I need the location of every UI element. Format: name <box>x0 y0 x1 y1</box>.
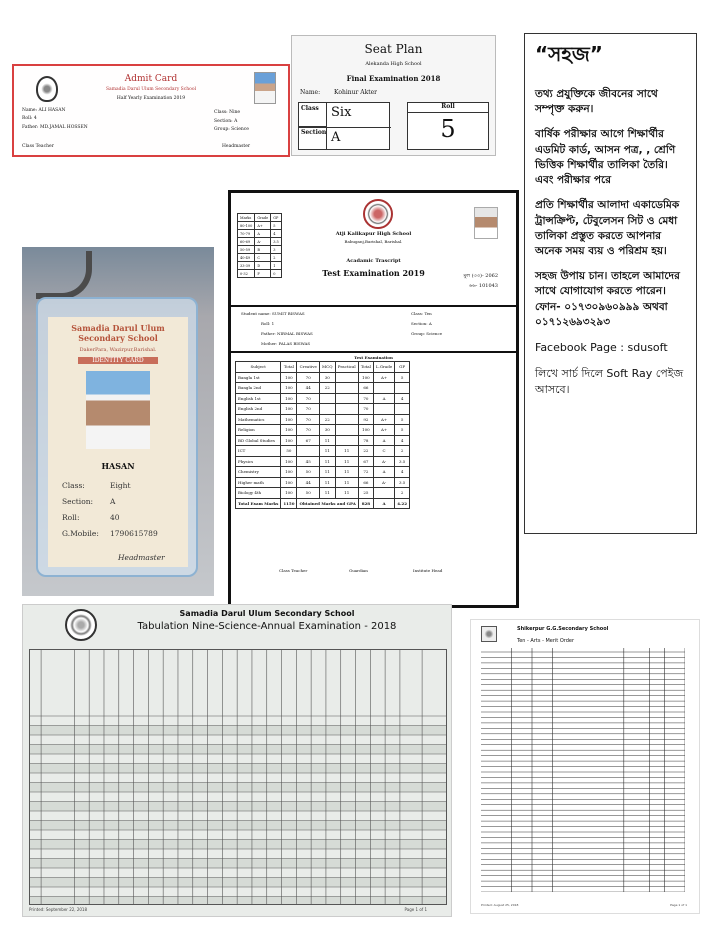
admit-section: Section: A <box>214 119 238 124</box>
transcript-class: Class: Ten <box>411 311 432 316</box>
grid-band <box>30 745 447 755</box>
seat-plan-roll-box <box>407 102 489 150</box>
tabulation-school: Samadia Darul Ulum Secondary School <box>179 609 355 618</box>
admit-group: Group: Science <box>214 127 249 132</box>
student-photo <box>254 72 276 104</box>
result-cell: Mathematics <box>236 414 281 425</box>
transcript-roll: Roll: 1 <box>261 321 275 326</box>
transcript-sample <box>228 190 519 608</box>
id-card-school: Samadia Darul Ulum Secondary School <box>71 323 165 343</box>
seat-plan-exam: Final Examination 2018 <box>346 74 441 83</box>
result-cell: 100 <box>281 435 297 446</box>
result-cell: BD Global Studies <box>236 435 281 446</box>
result-total-cell: 1150 <box>281 498 297 509</box>
transcript-mother: Mother: PALAS BISWAS <box>261 341 311 346</box>
result-header-row <box>236 362 410 373</box>
grid-band <box>30 897 447 906</box>
seat-plan-sample <box>291 35 496 156</box>
result-cell: 11 <box>319 477 335 488</box>
student-info <box>231 305 516 353</box>
transcript-school: Atji Kalikapur High School <box>335 231 412 237</box>
result-cell: 11 <box>335 456 358 467</box>
result-cell <box>335 414 358 425</box>
seat-plan-class-label: Class <box>299 103 327 127</box>
seat-plan-class-value: Six <box>331 105 352 120</box>
result-cell: 11 <box>319 435 335 446</box>
id-card-headmaster: Headmaster <box>118 553 165 562</box>
result-total-cell: 4.22 <box>395 498 410 509</box>
result-cell: 67 <box>297 435 319 446</box>
result-cell: 50 <box>281 446 297 457</box>
result-cell <box>319 404 335 415</box>
result-cell: 11 <box>335 488 358 499</box>
result-cell: ICT <box>236 446 281 457</box>
grid-band <box>30 783 447 793</box>
result-row <box>236 488 410 499</box>
result-cell: Religion <box>236 425 281 436</box>
result-cell <box>297 446 319 457</box>
grade-cell: GP <box>271 214 282 222</box>
id-card-section-value: A <box>110 497 116 506</box>
result-row <box>236 425 410 436</box>
grade-cell: 1 <box>271 262 282 270</box>
result-cell: A- <box>373 456 394 467</box>
grade-cell: 5 <box>271 222 282 230</box>
result-cell: 11 <box>319 446 335 457</box>
id-card-roll-label: Roll: <box>62 513 80 522</box>
result-cell: 100 <box>281 456 297 467</box>
grade-cell: 60-69 <box>238 238 255 246</box>
grade-cell: F <box>255 270 271 278</box>
grade-cell: 70-79 <box>238 230 255 238</box>
grade-cell: 80-100 <box>238 222 255 230</box>
grid-band <box>30 802 447 812</box>
merit-footer-left: Printed: August 25, 2018 <box>481 903 519 907</box>
result-header-cell: MCQ <box>319 362 335 373</box>
grid-band <box>30 878 447 888</box>
merit-list-sample <box>470 619 700 914</box>
result-cell: Physics <box>236 456 281 467</box>
result-cell: 70 <box>297 372 319 383</box>
result-row <box>236 372 410 383</box>
grade-row <box>238 246 282 254</box>
result-cell: 44 <box>297 383 319 394</box>
result-cell: 4 <box>395 435 410 446</box>
seat-plan-name-label: Name: <box>300 89 321 96</box>
result-cell: 11 <box>335 477 358 488</box>
grade-cell: Marks <box>238 214 255 222</box>
result-cell: 11 <box>319 488 335 499</box>
result-cell: 100 <box>281 467 297 478</box>
result-cell: 45 <box>297 456 319 467</box>
result-cell: 3.5 <box>395 456 410 467</box>
grade-row <box>238 222 282 230</box>
result-total-cell: 828 <box>358 498 373 509</box>
result-cell: A+ <box>373 372 394 383</box>
result-cell: 100 <box>281 404 297 415</box>
result-cell: 100 <box>281 383 297 394</box>
promo-panel <box>524 33 697 534</box>
result-row <box>236 393 410 404</box>
grade-cell: 2 <box>271 254 282 262</box>
grade-cell: 33-39 <box>238 262 255 270</box>
result-cell: 70 <box>297 393 319 404</box>
result-total-cell: A <box>373 498 394 509</box>
result-cell: 66 <box>358 477 373 488</box>
tabulation-footer-left: Printed: September 22, 2018 <box>29 907 88 912</box>
seat-plan-class-box <box>298 102 390 150</box>
promo-paragraph-2: বার্ষিক পরীক্ষার আগে শিক্ষার্থীর এডমিট কার্ড, আসন পত্র, , শ্রেণি ভিত্তিক শিক্ষার্থীর তালিকা তৈরি। এবং পরীক্ষার পরে <box>535 128 676 187</box>
result-cell: 70 <box>358 393 373 404</box>
result-cell: 4 <box>395 393 410 404</box>
result-cell <box>373 383 394 394</box>
result-cell <box>335 425 358 436</box>
result-row <box>236 383 410 394</box>
result-cell: 70 <box>297 414 319 425</box>
result-cell: Biology 4th <box>236 488 281 499</box>
admit-headmaster: Headmaster <box>222 144 251 149</box>
result-header-cell: Total <box>281 362 297 373</box>
seat-plan-roll-value: 5 <box>440 115 456 143</box>
result-cell: 5 <box>395 425 410 436</box>
result-row <box>236 467 410 478</box>
result-row <box>236 404 410 415</box>
result-cell: 5 <box>395 372 410 383</box>
transcript-father: Father: NIRMAL BISWAS <box>261 331 313 336</box>
result-cell: 100 <box>281 477 297 488</box>
school-logo-icon <box>481 626 497 642</box>
grade-cell: A <box>255 230 271 238</box>
tabulation-grid <box>29 649 447 905</box>
result-total-cell: Total Exam Marks <box>236 498 281 509</box>
result-cell: 67 <box>358 456 373 467</box>
promo-paragraph-5: লিখে সার্চ দিলে Soft Ray পেইজ আসবে। <box>535 367 684 396</box>
result-cell: 100 <box>281 425 297 436</box>
id-card-address: DakerPara, Wazirpur,Barishal. <box>79 347 157 353</box>
seat-plan-name-row <box>300 89 377 96</box>
result-cell: A- <box>373 477 394 488</box>
result-header-cell: Creative <box>297 362 319 373</box>
result-cell: 11 <box>319 456 335 467</box>
grade-row <box>238 214 282 222</box>
result-cell: A <box>373 435 394 446</box>
result-cell: 22 <box>358 446 373 457</box>
grade-cell: 50-59 <box>238 246 255 254</box>
promo-paragraph-4: সহজ উপায় চান। তাহলে আমাদের সাথে যোগাযোগ করতে পারেন।ফোন- ০১৭৩০৯৬০৯৯৯ অথবা ০১৭১২৬৯৩২৯৩ <box>535 270 680 328</box>
result-cell: 11 <box>335 446 358 457</box>
admit-father: Father: MD.JAMAL HOSSEN <box>22 125 88 130</box>
transcript-institute-head: Institute Head <box>413 568 443 573</box>
result-cell <box>335 435 358 446</box>
student-photo <box>86 371 150 449</box>
result-cell <box>335 404 358 415</box>
id-card <box>48 317 188 567</box>
result-row <box>236 414 410 425</box>
result-cell: Higher math <box>236 477 281 488</box>
result-cell: English 1st <box>236 393 281 404</box>
promo-paragraph-1: তথ্য প্রযুক্তিকে জীবনের সাথে সম্পৃক্ত করুন। <box>535 88 658 116</box>
result-header-cell: Practical <box>335 362 358 373</box>
grid-band <box>30 840 447 850</box>
grade-cell: 3.5 <box>271 238 282 246</box>
result-cell <box>335 393 358 404</box>
grade-cell: B <box>255 246 271 254</box>
grade-cell: C <box>255 254 271 262</box>
id-card-roll-value: 40 <box>110 513 120 522</box>
result-cell: 66 <box>358 383 373 394</box>
result-cell: 2 <box>395 488 410 499</box>
result-cell: 22 <box>319 383 335 394</box>
merit-title: Ten - Arts - Merit Order <box>517 638 575 644</box>
tabulation-title: Tabulation Nine-Science-Annual Examination - 2018 <box>137 621 397 632</box>
result-cell <box>373 404 394 415</box>
id-card-photo <box>22 247 214 596</box>
school-logo-icon <box>363 199 393 229</box>
result-cell <box>319 393 335 404</box>
result-cell: 100 <box>281 414 297 425</box>
id-card-section-label: Section: <box>62 497 94 506</box>
result-total-row <box>236 498 410 509</box>
result-table <box>235 361 410 509</box>
result-row <box>236 435 410 446</box>
result-cell: A <box>373 467 394 478</box>
result-cell: 100 <box>358 372 373 383</box>
transcript-student-name: Student name: SUMIT BISWAS <box>241 311 305 316</box>
grid-band <box>30 859 447 869</box>
lanyard-strap <box>36 251 92 299</box>
result-cell: 70 <box>297 425 319 436</box>
grade-cell: 4 <box>271 230 282 238</box>
result-cell: 100 <box>281 488 297 499</box>
transcript-group: Group: Science <box>411 331 443 336</box>
result-cell: 25 <box>358 488 373 499</box>
result-header-cell: Subject <box>236 362 281 373</box>
transcript-title: Acadamic Trascript <box>346 258 401 264</box>
grid-band <box>30 726 447 736</box>
transcript-address: Babuganj,Barishal, Barishal. <box>344 239 403 244</box>
result-cell: Bangla 2nd <box>236 383 281 394</box>
result-cell: Chemistry <box>236 467 281 478</box>
admit-card-school: Samadia Darul Ulum Secondary School <box>105 87 197 92</box>
seat-plan-name-value: Kohinur Akter <box>334 89 378 96</box>
result-cell: 78 <box>358 435 373 446</box>
result-cell: 50 <box>297 467 319 478</box>
tabulation-sample <box>22 604 452 917</box>
result-caption: Test Examination <box>354 355 393 360</box>
transcript-code-2: ৬৬- 101043 <box>469 283 498 289</box>
grade-cell: 40-49 <box>238 254 255 262</box>
result-cell: 100 <box>281 372 297 383</box>
result-row <box>236 446 410 457</box>
result-cell: English 2nd <box>236 404 281 415</box>
result-cell: 70 <box>358 404 373 415</box>
transcript-code-1: মুল (৩৩)- 2062 <box>463 273 498 279</box>
grade-cell: D <box>255 262 271 270</box>
result-total-cell: Obtained Marks and GPA <box>297 498 358 509</box>
grade-cell: 0 <box>271 270 282 278</box>
result-header-cell: L.Grade <box>373 362 394 373</box>
merit-footer-right: Page 1 of 1 <box>670 903 687 907</box>
result-row <box>236 456 410 467</box>
result-cell: 100 <box>358 425 373 436</box>
result-cell: 2 <box>395 446 410 457</box>
seat-plan-title: Seat Plan <box>364 42 423 56</box>
result-cell: 72 <box>358 467 373 478</box>
result-cell: 3.5 <box>395 477 410 488</box>
result-cell <box>335 383 358 394</box>
result-cell: 11 <box>319 467 335 478</box>
result-cell: A+ <box>373 425 394 436</box>
merit-school: Shikerpur G.G.Secondary School <box>517 626 609 632</box>
grade-cell: A+ <box>255 222 271 230</box>
merit-grid <box>481 648 685 892</box>
admit-roll: Roll: 4 <box>22 116 37 121</box>
result-cell: 11 <box>335 467 358 478</box>
result-cell: 30 <box>319 425 335 436</box>
result-cell: C <box>373 446 394 457</box>
seat-plan-section-value: A <box>331 130 341 145</box>
result-cell <box>395 404 410 415</box>
grid-band <box>30 821 447 831</box>
student-photo <box>474 207 498 239</box>
promo-facebook: Facebook Page : sdusoft <box>535 341 668 355</box>
seat-plan-section-label: Section <box>299 127 327 150</box>
transcript-exam: Test Examination 2019 <box>322 268 425 278</box>
result-row <box>236 477 410 488</box>
admit-card-sample <box>12 64 290 157</box>
result-cell: 50 <box>297 488 319 499</box>
result-cell <box>373 488 394 499</box>
promo-heading: “সহজ” <box>535 42 603 66</box>
result-cell: 4 <box>395 467 410 478</box>
admit-card-exam: Half Yearly Examination 2019 <box>116 96 186 101</box>
id-card-mobile-value: 1790615789 <box>110 529 158 538</box>
result-cell: 30 <box>319 372 335 383</box>
result-cell: 100 <box>281 393 297 404</box>
tabulation-footer-right: Page 1 of 1 <box>404 907 427 912</box>
seat-plan-school: Alekanda High School <box>365 61 422 67</box>
id-card-name: HASAN <box>101 461 135 471</box>
id-card-class-label: Class: <box>62 481 85 490</box>
id-card-title: IDENTITY CARD <box>78 357 158 364</box>
grade-cell: 3 <box>271 246 282 254</box>
result-cell <box>395 383 410 394</box>
result-cell: 70 <box>297 404 319 415</box>
id-card-class-value: Eight <box>110 481 131 490</box>
admit-class-teacher: Class Teacher <box>22 144 54 149</box>
result-cell <box>335 372 358 383</box>
result-cell: 22 <box>319 414 335 425</box>
result-cell: 92 <box>358 414 373 425</box>
transcript-guardian: Guardian <box>349 568 368 573</box>
seat-plan-roll-label: Roll <box>408 103 488 113</box>
result-header-cell: Total <box>358 362 373 373</box>
result-header-cell: GP <box>395 362 410 373</box>
transcript-class-teacher: Class Teacher <box>279 568 308 573</box>
admit-class: Class: Nine <box>214 110 241 115</box>
admit-card-title: Admit Card <box>124 74 178 84</box>
result-cell: 5 <box>395 414 410 425</box>
transcript-section: Section: A <box>411 321 432 326</box>
admit-name: Name: ALI HASAN <box>22 108 66 113</box>
grid-band <box>30 764 447 774</box>
id-card-mobile-label: G.Mobile: <box>62 529 99 538</box>
result-cell: A <box>373 393 394 404</box>
grade-cell: A- <box>255 238 271 246</box>
grade-cell: 0-32 <box>238 270 255 278</box>
grade-cell: Grade <box>255 214 271 222</box>
result-cell: 44 <box>297 477 319 488</box>
promo-paragraph-3: প্রতি শিক্ষার্থীর আলাদা একাডেমিক ট্রান্সক্রিপ্ট, টেবুলেসন সিট ও মেধা তালিকা প্রস্তুত করতে আপনার অনেক সময় ব্যয় ও পরিশ্রম হয়। <box>535 199 680 257</box>
result-cell: Bangla 1st <box>236 372 281 383</box>
result-cell: A+ <box>373 414 394 425</box>
